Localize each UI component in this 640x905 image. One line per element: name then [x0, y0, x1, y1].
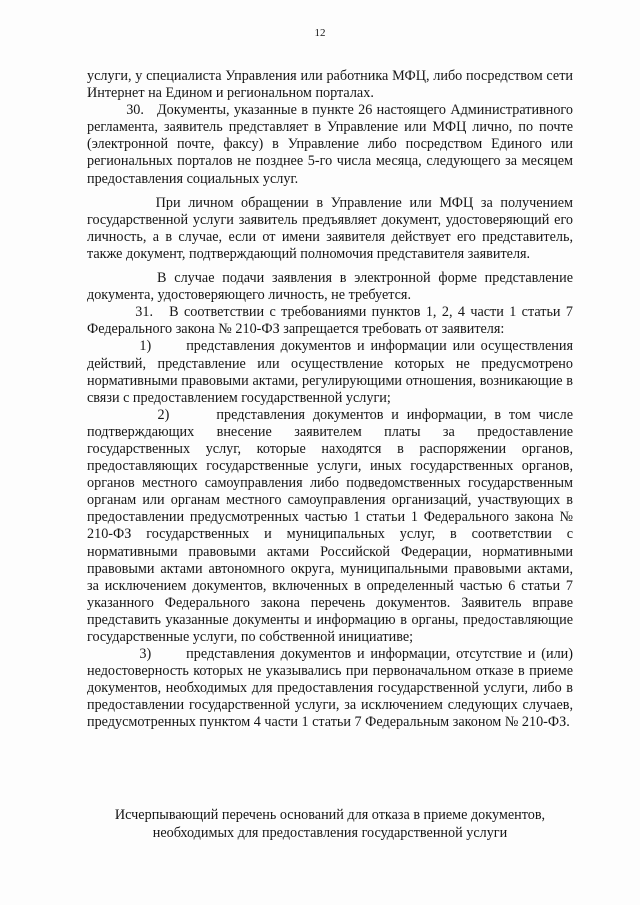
list-item-1: 1) представления документов и информации или осуществления действий, представление или осуществление которых не предусмотрено нормативными правовыми актами, регулирующими отношения, возникающие в связи с предоставлением государственной услуги;	[87, 338, 573, 406]
page-number: 12	[314, 27, 326, 39]
paragraph-electronic-form: В случае подачи заявления в электронной форме представление документа, удостоверяющего личность, не требуется.	[87, 270, 573, 304]
section-heading-line-2: необходимых для предоставления государственной услуги	[152, 825, 508, 841]
paragraph-personal-appeal: При личном обращении в Управление или МФЦ за получением государственной услуги заявитель предъявляет документ, удостоверяющий его личность, а в случае, если от имени заявителя действует его представитель, также документ, подтверждающий полномочия представителя заявителя.	[87, 194, 573, 262]
section-heading-line-1: Исчерпывающий перечень оснований для отказа в приеме документов,	[114, 807, 546, 823]
section-heading	[60, 806, 600, 842]
paragraph-30: 30. Документы, указанные в пункте 26 настоящего Административного регламента, заявитель представляет в Управление или МФЦ лично, по почте (электронной почте, факсу) в Управление либо посредством Единого или региональных порталов не позднее 5-го числа месяца, следующего за месяцем предоставления социальных услуг.	[87, 102, 573, 187]
list-item-3: 3) представления документов и информации, отсутствие и (или) недостоверность которых не указывались при первоначальном отказе в приеме документов, необходимых для предоставления государственной услуги, либо в предоставлении государственной услуги, за исключением следующих случаев, предусмотренных пунктом 4 части 1 статьи 7 Федеральным законом № 210-ФЗ.	[87, 646, 573, 731]
document-body	[87, 68, 573, 732]
paragraph-31: 31. В соответствии с требованиями пунктов 1, 2, 4 части 1 статьи 7 Федерального закона № 210-ФЗ запрещается требовать от заявителя:	[87, 304, 573, 338]
list-item-2: 2) представления документов и информации, в том числе подтверждающих внесение заявителем платы за предоставление государственных услуг, которые находятся в распоряжении органов, предоставляющих государственные услуги, иных государственных органов, органов местного самоуправления либо подведомственных государственным органам или органам местного самоуправления организаций, участвующих в предоставлении предусмотренных частью 1 статьи 1 Федерального закона № 210-ФЗ государственных и муниципальных услуг, в соответствии с нормативными правовыми актами Российской Федерации, нормативными правовыми актами автономного округа, муниципальными правовыми актами, за исключением документов, включенных в определенный частью 6 статьи 7 указанного Федерального закона перечень документов. Заявитель вправе представить указанные документы и информацию в органы, предоставляющие государственные услуги, по собственной инициативе;	[87, 406, 573, 645]
paragraph-continuation: услуги, у специалиста Управления или работника МФЦ, либо посредством сети Интернет на Едином и региональном порталах.	[87, 68, 573, 102]
